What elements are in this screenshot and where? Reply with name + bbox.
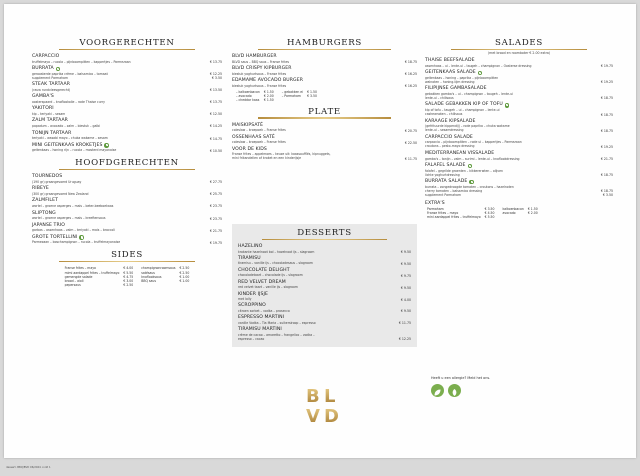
menu-item (32, 94, 222, 104)
menu-item-description: met lolly (238, 297, 252, 302)
print-footer: dessert. BBQ/BVD 06/2024 .indd 1 (6, 466, 51, 469)
table-cell: knoflooksaus (141, 274, 162, 279)
column-right (425, 38, 613, 380)
table-cell: € 3.50 (307, 94, 317, 99)
plate-list (232, 123, 417, 161)
menu-item-price: € 9.50 (400, 250, 411, 254)
menu-item (425, 119, 613, 133)
vegan-icon (505, 103, 510, 108)
menu-item-description: krokante hazelnoot bol – hazelnoot ijs – slagroom (238, 249, 315, 254)
menu-item-price: € 12.25 (209, 72, 222, 77)
menu-item-title: KARAAGE KIPSALADE (425, 118, 476, 124)
menu-item (238, 280, 411, 290)
table-cell: champignonroomsaus (141, 266, 176, 271)
table-cell: satésaus (141, 270, 155, 275)
table-cell (280, 98, 305, 102)
menu-item-description: ossenhaas – ui – lente-ui – taugeh – champignon – Oosterse dressing (425, 63, 532, 68)
menu-item-description: kip – teriyaki – sesam (32, 112, 66, 116)
salade-extras-table (425, 207, 540, 219)
menu-item-price: € 19.25 (600, 144, 613, 149)
menu-item-price: € 14.75 (209, 136, 222, 141)
menu-item-price: € 13.75 (209, 60, 222, 64)
menu-item-description: papadum – avocado – zalm – biestuk – galbi (32, 124, 101, 129)
menu-item-description: coleslaw – kroepoek – Franse frites (232, 128, 286, 133)
table-cell: € 5.50 (484, 214, 495, 219)
menu-item (32, 143, 222, 153)
vegan-icon (104, 143, 109, 148)
allergy-text: Heeft u een allergie? Meld het ons. (431, 376, 491, 380)
table-cell: brood – aioli (64, 278, 84, 283)
table-cell: € 1.50 (263, 90, 274, 95)
menu-item (32, 235, 222, 245)
menu-item (425, 179, 613, 197)
menu-item-description: garbas – ossenhaas – zalm – teriyaki – mais – broccoli (32, 228, 115, 233)
table-cell: € 1.00 (179, 274, 190, 279)
menu-item (425, 86, 613, 100)
menu-item-price: € 19.75 (209, 240, 222, 245)
menu-item-description: vanille Vodka – Tia Maria – suikersiroop – espresso (238, 320, 316, 325)
table-cell: € 4.50 (484, 210, 495, 215)
menu-item-description: crème de cacao – amaretto – frangelico – vodka – (238, 332, 315, 337)
menu-item-title: TIRAMISU MARTINI (238, 327, 282, 333)
menu-item-title: TIRAMISU (238, 255, 261, 261)
menu-item-title: BLVD HAMBURGER (232, 54, 277, 59)
table-cell: – Parmaham (281, 94, 301, 99)
menu-item-price: € 21.75 (600, 156, 613, 161)
table-cell: € 2.50 (179, 266, 190, 271)
table-cell: mimi aardappel frites – truffelmayo (64, 270, 120, 275)
section-title-sides: SIDES (32, 250, 222, 262)
menu-item-description: supplement Parmaham (32, 75, 68, 80)
menu-item-title: BURRATA SALADE (425, 179, 468, 185)
table-cell: € 2.50 (179, 270, 190, 275)
menu-item (232, 123, 417, 133)
menu-item-title: KINDER IJSJE (238, 291, 268, 297)
menu-item-price: € 9.50 (400, 261, 411, 266)
menu-item-price: € 11.75 (404, 156, 417, 161)
desserts-list (238, 244, 411, 341)
section-title-hoofdgerechten: HOOFDGERECHTEN (32, 158, 222, 170)
menu-item (238, 244, 411, 254)
menu-item (32, 198, 222, 208)
menu-item-description: biestuk yoghurtsaus – Franse frites (232, 71, 287, 76)
menu-item (425, 70, 613, 84)
menu-item-price: € 19.25 (600, 80, 613, 85)
menu-item-title: ZALMFILET (32, 198, 58, 204)
menu-item-title: THAISE BEEFSALADE (425, 58, 475, 63)
menu-item-title: GEITENKAAS SALADE (425, 70, 476, 76)
menu-item-description: mini frikandellen of kroket en een kinderijsje (232, 156, 302, 161)
section-title-hamburgers: HAMBURGERS (232, 38, 417, 50)
hamburgers-list (232, 54, 417, 88)
table-cell: kalkoenbacon (502, 206, 524, 211)
table-cell: € 1.50 (307, 90, 317, 95)
menu-item-price: € 18.75 (600, 128, 613, 133)
menu-item (32, 106, 222, 116)
menu-item-title: CARPACCIO (32, 54, 60, 59)
menu-item-price: € 18.75 (600, 96, 613, 101)
menu-item-title: SLIPTONG (32, 210, 56, 216)
table-cell: mini aardappel frites – truffelmayo (427, 214, 481, 219)
table-cell (305, 98, 319, 102)
menu-item-description: burrata – zongedroogde tomaten – croutons – hazelnoten (425, 184, 514, 189)
menu-item (32, 131, 222, 141)
vegan-icon (56, 67, 61, 72)
menu-item-description: red velvet taart – vanille ijs – slagroom (238, 285, 298, 290)
blvd-logo: B L V D (306, 386, 339, 427)
table-cell: pepersaus (64, 282, 81, 287)
menu-item-price: € 12.50 (209, 112, 222, 117)
menu-item-description: chocoladetaart – chocolade ijs – slagroom (238, 273, 303, 278)
menu-item-price: € 12.25 (398, 337, 411, 342)
menu-item-description: walnoten – honing-tijm dressing (425, 79, 475, 84)
menu-item (425, 135, 613, 149)
menu-item-price: € 3.50 (602, 193, 613, 198)
menu-item-title: BURRATA (32, 66, 54, 72)
table-cell: € 1.00 (179, 278, 190, 283)
table-cell: gemengde salade (64, 274, 93, 279)
menu-item-description: Parmezaan – boschampignon – rucola – truffelmayonaise (32, 240, 121, 245)
menu-item-price: € 9.75 (400, 273, 411, 278)
menu-item (425, 163, 613, 177)
menu-item (32, 186, 222, 196)
menu-item-price: € 13.50 (209, 88, 222, 93)
table-cell: Franse frites – mayo (427, 210, 459, 215)
menu-item-price: € 18.75 (600, 173, 613, 178)
menu-item-description: falafel – gegrilde groenten – kikkererwten – olijven (425, 168, 503, 173)
table-row (63, 283, 192, 287)
desserts-panel (232, 224, 417, 347)
menu-item-price: € 4.00 (400, 297, 411, 302)
menu-item-description: lente-ui – sesamdressing (425, 128, 464, 133)
menu-item (238, 303, 411, 313)
menu-item-description: oosterspaard – knoflookolie – rode Thaise curry (32, 99, 105, 104)
sides-table (63, 266, 192, 286)
menu-item (32, 54, 222, 64)
menu-item-description: (190 gr) graangevoerd Uruguay (32, 179, 82, 184)
table-row (425, 215, 540, 219)
menu-item-description: geitenkaas – honing rijn – rucola – mosterd mayonaise (32, 148, 117, 153)
table-cell: – gebakken ei (281, 90, 304, 95)
menu-item-description: truffelmayo – rucola – pijnboompitten – kappertjes – Parmezaan (32, 59, 131, 64)
hoofdgerechten-list (32, 174, 222, 244)
menu-item-title: RIBEYE (32, 186, 49, 192)
table-cell: Franse frites – mayo (64, 266, 96, 271)
menu-item-price: € 10.50 (209, 148, 222, 153)
menu-item-price: € 16.25 (404, 84, 417, 89)
table-cell: € 1.50 (527, 206, 538, 211)
menu-item (238, 268, 411, 278)
table-cell: € 2.50 (123, 282, 134, 287)
menu-item-title: HAZELINO (238, 244, 263, 249)
menu-item-title: JAPANSE TRIO (32, 222, 65, 228)
menu-item-price: € 11.75 (398, 321, 411, 326)
menu-item (232, 135, 417, 145)
menu-item-price: € 14.25 (209, 124, 222, 129)
table-cell (177, 283, 191, 287)
table-cell: BBQ saus (141, 278, 156, 283)
menu-item-title: MINI GEITENKAAS KROKETJES (32, 142, 103, 148)
table-cell: € 4.75 (123, 274, 134, 279)
menu-item-description: citroen sorbet – vodka – prosecco (238, 308, 290, 313)
menu-item-description: wortel – groene asperges – mais – beter-beeboekaas (32, 204, 114, 209)
vegan-leaf-icon (431, 384, 444, 397)
menu-item-description: geitenkaas – honing – paprika – pijnboompitten (425, 75, 499, 80)
menu-item-description: biestuk yoghurtsaus – Franse frites (232, 83, 287, 88)
menu-item-title: ESPRESSO MARTINI (238, 315, 285, 321)
menu-item-title: TOURNEDOS (32, 174, 63, 180)
menu-item-title: ZALM TARTAAR (32, 118, 68, 124)
table-cell: € 5.50 (123, 270, 134, 275)
menu-item-price: € 3.50 (211, 76, 222, 81)
vegan-icon (468, 164, 473, 169)
menu-item (425, 58, 613, 68)
menu-item (32, 66, 222, 80)
extras-title: EXTRA'S (425, 201, 445, 207)
menu-item-price: € 22.50 (404, 140, 417, 145)
menu-item-description: lente-ui – chilisaus (425, 95, 454, 100)
menu-item-description: cherry tomaten – balsamico dressing (425, 188, 483, 193)
table-cell: – kalkoenbacon (236, 90, 260, 95)
table-cell (139, 283, 177, 287)
menu-item-title: SCROPPINO (238, 303, 266, 309)
menu-item-description: teriyaki – wasabi mayo – chuka wakame – sesam (32, 136, 108, 141)
menu-item (232, 66, 417, 76)
menu-item (238, 292, 411, 302)
menu-item (32, 174, 222, 184)
menu-item-description: (gefrituurde kippendij) – rode paprika – chuka wakame (425, 124, 510, 129)
menu-item-description: supplement Parmaham (425, 192, 461, 197)
menu-item-price: € 23.75 (209, 216, 222, 221)
menu-item-price: € 16.25 (404, 72, 417, 77)
menu-item-description: gamba's – tonijn – zalm – surimi – lente-ui – knoflookdressing (425, 156, 520, 161)
vegan-icon (478, 71, 483, 76)
menu-item-title: STEAK TARTAAR (32, 82, 71, 88)
menu-item-price: € 18.75 (404, 60, 417, 64)
menu-item-description: (300 gr) graangevoerd New Zealand (32, 192, 89, 196)
table-cell: € 2.00 (263, 94, 274, 99)
menu-item (232, 54, 417, 64)
menu-item-price: € 21.75 (209, 228, 222, 233)
menu-item-title: CARPACCIO SALADE (425, 134, 473, 140)
menu-item-title: SALADE GEBAKKEN KIP OF TOFU (425, 102, 503, 108)
menu-item-price: € 9.50 (400, 309, 411, 314)
burger-extras-table (234, 90, 319, 102)
menu-item-title: TONIJN TARTAAR (32, 130, 72, 136)
menu-item-description: carpaccio – pijnboompitten – rode ui – kappertjes – Parmezaan (425, 140, 522, 145)
menu-page (4, 4, 636, 458)
menu-item-description: (rauw rundvleesgerecht) (32, 87, 71, 92)
menu-item-title: EDAMAME AVOCADO BURGER (232, 78, 303, 84)
menu-item-description: wortel – groene asperges – mais – kreeftensaus (32, 216, 106, 221)
menu-item-price: € 18.75 (600, 112, 613, 117)
section-title-plate: PLATE (232, 107, 417, 119)
menu-item-title: MAISKIPSATÉ (232, 122, 264, 128)
menu-item-title: FALAFEL SALADE (425, 163, 466, 169)
column-left (32, 38, 222, 287)
salades-list (425, 58, 613, 197)
menu-item-description: Franse frites – appelmoes – keuze uit: kaassoufflés, kipnuggets, (232, 152, 331, 157)
salades-subtitle: (met brood en roomboter € 2.00 extra) (487, 51, 551, 55)
voorgerechten-list (32, 54, 222, 152)
menu-item (238, 327, 411, 341)
column-middle (232, 38, 417, 427)
menu-item-description: coleslaw – kroepoek – Franse frites (232, 140, 286, 145)
table-cell: – cheddar kaas (236, 98, 260, 103)
menu-item-description: BLVD saus – BBQ saus – Franse frites (232, 59, 289, 64)
menu-item-description: lichte yoghurtdressing (425, 172, 460, 177)
menu-item (32, 118, 222, 128)
table-cell: € 2.00 (527, 210, 538, 215)
table-cell: € 1.50 (263, 98, 274, 103)
menu-item-title: RED VELVET DREAM (238, 279, 286, 285)
menu-item (425, 102, 613, 116)
menu-item-title: MEDITERRANEAN VISSALADE (425, 150, 495, 156)
table-row (234, 98, 319, 102)
section-title-desserts: DESSERTS (238, 228, 411, 240)
menu-item-title: GROTE TORTELLINI (32, 234, 78, 240)
menu-item-description: gebakken gamba's – ui – champignon – taugeh – lente-ui (425, 91, 513, 96)
menu-item-description: cashewnoten – chilisaus (425, 112, 463, 117)
menu-item-description: kip of tofu – taugeh – ui – champignon – lente-ui (425, 108, 500, 113)
table-cell: Parmaham (427, 206, 444, 211)
table-cell: avocado (502, 210, 516, 215)
menu-item (32, 223, 222, 233)
table-cell: € 4.00 (123, 266, 134, 271)
table-cell: – avocado (236, 94, 252, 99)
menu-item-price: € 18.75 (600, 189, 613, 194)
menu-item-price: € 13.75 (209, 100, 222, 105)
menu-item (232, 78, 417, 88)
menu-item-title: BLVD CRISPY KIPBURGER (232, 66, 292, 72)
table-row (63, 266, 192, 270)
menu-item-price: € 27.75 (209, 180, 222, 185)
vegetarian-leaf-icon (448, 384, 461, 397)
menu-item-description: espresso – cacao (238, 336, 265, 341)
menu-item-price: € 9.50 (400, 285, 411, 290)
menu-item-price: € 25.75 (209, 192, 222, 197)
menu-item (32, 211, 222, 221)
menu-item-price: € 20.75 (404, 128, 417, 133)
menu-item (238, 315, 411, 325)
menu-item (425, 151, 613, 161)
menu-item-price: € 19.75 (600, 64, 613, 68)
menu-item-description: geroosterde paprika crème – balsamico – tomaat (32, 71, 108, 76)
menu-item-price: € 23.75 (209, 204, 222, 209)
section-title-voorgerechten: VOORGERECHTEN (32, 38, 222, 50)
menu-item-title: VOOR DE KIDS (232, 146, 267, 152)
menu-item-description: tiramisu – vanille ijs – chocoladesaus – slagroom (238, 261, 313, 266)
menu-item (32, 82, 222, 92)
menu-item-title: GAMBA'S (32, 94, 54, 100)
vegan-icon (79, 235, 84, 240)
table-cell: € 3.50 (484, 206, 495, 211)
table-cell: € 3.00 (123, 278, 134, 283)
table-cell (501, 215, 526, 219)
menu-item-description: croutons – pesto-mayo dressing (425, 144, 475, 149)
section-title-salades: SALADES (425, 38, 613, 50)
menu-item-title: OSSENHAAS SATÉ (232, 134, 275, 140)
vegan-icon (469, 180, 474, 185)
allergy-block (431, 376, 551, 380)
menu-item-title: YAKITORI (32, 106, 54, 112)
menu-item (232, 147, 417, 161)
menu-item-title: FILIPIJNSE GAMBASALADE (425, 86, 487, 92)
menu-item-title: CHOCOLATE DELIGHT (238, 267, 290, 273)
table-cell (526, 215, 540, 219)
menu-item (238, 256, 411, 266)
